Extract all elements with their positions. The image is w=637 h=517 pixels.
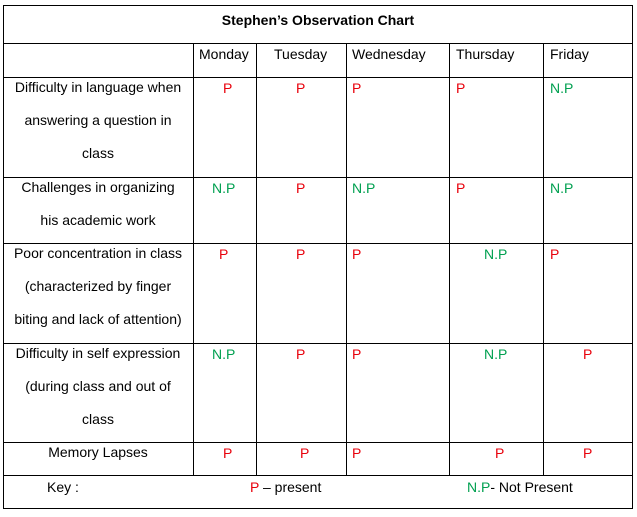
rule-title bbox=[3, 43, 633, 44]
row-label-line: Difficulty in self expression bbox=[15, 345, 181, 361]
mark-language-thursday: P bbox=[456, 80, 466, 96]
key-not-present-symbol: N.P bbox=[467, 479, 491, 495]
row-label-line: class bbox=[82, 145, 114, 161]
header-friday: Friday bbox=[550, 46, 589, 62]
row-label-self-expression bbox=[4, 337, 192, 436]
key-present bbox=[250, 479, 321, 495]
mark-language-friday: N.P bbox=[550, 80, 574, 96]
row-label-line: Challenges in organizing bbox=[21, 179, 175, 195]
row-label-concentration bbox=[4, 237, 192, 336]
mark-expression-thursday: N.P bbox=[484, 346, 508, 362]
mark-concentration-thursday: N.P bbox=[484, 246, 508, 262]
mark-concentration-friday: P bbox=[550, 246, 560, 262]
row-label-line: answering a question in bbox=[24, 112, 172, 128]
col-rule-5 bbox=[543, 43, 544, 476]
row-label-memory bbox=[4, 436, 192, 469]
mark-expression-monday: N.P bbox=[212, 346, 236, 362]
key-present-symbol: P bbox=[250, 479, 260, 495]
header-wednesday: Wednesday bbox=[352, 46, 426, 62]
mark-concentration-wednesday: P bbox=[352, 246, 362, 262]
row-label-line: biting and lack of attention) bbox=[14, 311, 182, 327]
col-rule-1 bbox=[193, 43, 194, 476]
mark-expression-friday: P bbox=[583, 346, 593, 362]
mark-memory-tuesday: P bbox=[300, 445, 310, 461]
mark-language-wednesday: P bbox=[352, 80, 362, 96]
mark-memory-friday: P bbox=[583, 445, 593, 461]
mark-expression-wednesday: P bbox=[352, 346, 362, 362]
row-label-organizing bbox=[4, 171, 192, 237]
mark-memory-monday: P bbox=[223, 445, 233, 461]
mark-organizing-monday: N.P bbox=[212, 180, 236, 196]
mark-memory-thursday: P bbox=[495, 445, 505, 461]
mark-concentration-monday: P bbox=[219, 246, 229, 262]
row-label-line: Poor concentration in class bbox=[13, 245, 183, 261]
mark-organizing-tuesday: P bbox=[296, 180, 306, 196]
row-label-line: his academic work bbox=[40, 212, 156, 228]
header-tuesday: Tuesday bbox=[274, 46, 328, 62]
mark-organizing-thursday: P bbox=[456, 180, 466, 196]
mark-memory-wednesday: P bbox=[352, 445, 362, 461]
rule-row-5 bbox=[3, 475, 633, 476]
row-label-line: (during class and out of bbox=[25, 378, 171, 394]
row-label-line: Difficulty in language when bbox=[14, 79, 182, 95]
col-rule-2 bbox=[256, 43, 257, 476]
row-label-language bbox=[4, 71, 192, 170]
header-monday: Monday bbox=[199, 46, 249, 62]
row-label-line: Memory Lapses bbox=[48, 444, 148, 460]
header-thursday: Thursday bbox=[456, 46, 515, 62]
row-label-line: (characterized by finger bbox=[24, 278, 172, 294]
mark-expression-tuesday: P bbox=[296, 346, 306, 362]
col-rule-3 bbox=[346, 43, 347, 476]
mark-language-monday: P bbox=[223, 80, 233, 96]
key-not-present bbox=[467, 479, 573, 495]
col-rule-4 bbox=[449, 43, 450, 476]
key-label: Key : bbox=[47, 479, 79, 495]
mark-organizing-wednesday: N.P bbox=[352, 180, 376, 196]
mark-language-tuesday: P bbox=[296, 80, 306, 96]
mark-organizing-friday: N.P bbox=[550, 180, 574, 196]
chart-title: Stephen’s Observation Chart bbox=[221, 12, 415, 28]
mark-concentration-tuesday: P bbox=[296, 246, 306, 262]
key-not-present-text: - Not Present bbox=[490, 479, 573, 495]
key-present-text: – present bbox=[259, 479, 322, 495]
row-label-line: class bbox=[82, 411, 114, 427]
